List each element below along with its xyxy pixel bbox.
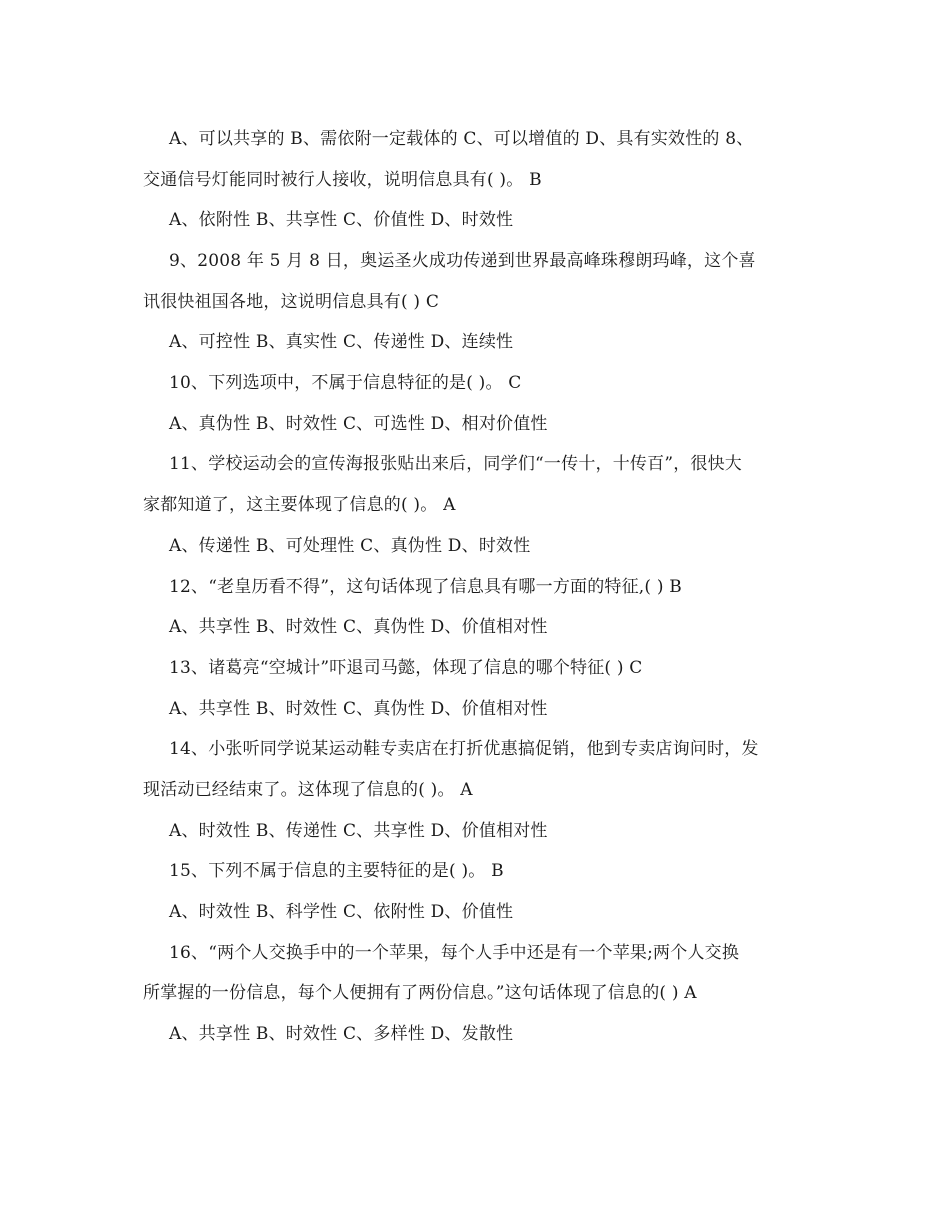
text-line: A、传递性 B、可处理性 C、真伪性 D、时效性 xyxy=(169,536,531,556)
text-line: 讯很快祖国各地，这说明信息具有( ) C xyxy=(143,292,440,312)
text-line: 12、“老皇历看不得”，这句话体现了信息具有哪一方面的特征,( ) B xyxy=(169,577,682,597)
text-line: 现活动已经结束了。这体现了信息的( )。 A xyxy=(143,780,473,800)
text-line: 15、下列不属于信息的主要特征的是( )。 B xyxy=(169,861,504,881)
text-line: 14、小张听同学说某运动鞋专卖店在打折优惠搞促销，他到专卖店询问时，发 xyxy=(169,739,759,759)
text-line: 13、诸葛亮“空城计”吓退司马懿，体现了信息的哪个特征( ) C xyxy=(169,658,643,678)
text-line: A、真伪性 B、时效性 C、可选性 D、相对价值性 xyxy=(169,414,548,434)
text-line: A、共享性 B、时效性 C、多样性 D、发散性 xyxy=(169,1024,514,1044)
text-line: 家都知道了，这主要体现了信息的( )。 A xyxy=(143,495,456,515)
text-line: 16、“两个人交换手中的一个苹果，每个人手中还是有一个苹果;两个人交换 xyxy=(169,943,740,963)
text-line: A、依附性 B、共享性 C、价值性 D、时效性 xyxy=(169,210,514,230)
text-line: 9、2008 年 5 月 8 日，奥运圣火成功传递到世界最高峰珠穆朗玛峰，这个喜 xyxy=(169,251,756,271)
text-line: A、可控性 B、真实性 C、传递性 D、连续性 xyxy=(169,332,514,352)
text-line: A、共享性 B、时效性 C、真伪性 D、价值相对性 xyxy=(169,617,548,637)
text-line: A、可以共享的 B、需依附一定载体的 C、可以增值的 D、具有实效性的 8、 xyxy=(169,129,754,149)
text-line: A、时效性 B、传递性 C、共享性 D、价值相对性 xyxy=(169,821,548,841)
text-line: 11、学校运动会的宣传海报张贴出来后，同学们“一传十，十传百”，很快大 xyxy=(169,454,743,474)
text-line: 所掌握的一份信息，每个人便拥有了两份信息。”这句话体现了信息的( ) A xyxy=(143,983,697,1003)
text-line: A、时效性 B、科学性 C、依附性 D、价值性 xyxy=(169,902,514,922)
text-line: A、共享性 B、时效性 C、真伪性 D、价值相对性 xyxy=(169,699,548,719)
text-line: 交通信号灯能同时被行人接收，说明信息具有( )。 B xyxy=(143,170,542,190)
text-line: 10、下列选项中，不属于信息特征的是( )。 C xyxy=(169,373,522,393)
